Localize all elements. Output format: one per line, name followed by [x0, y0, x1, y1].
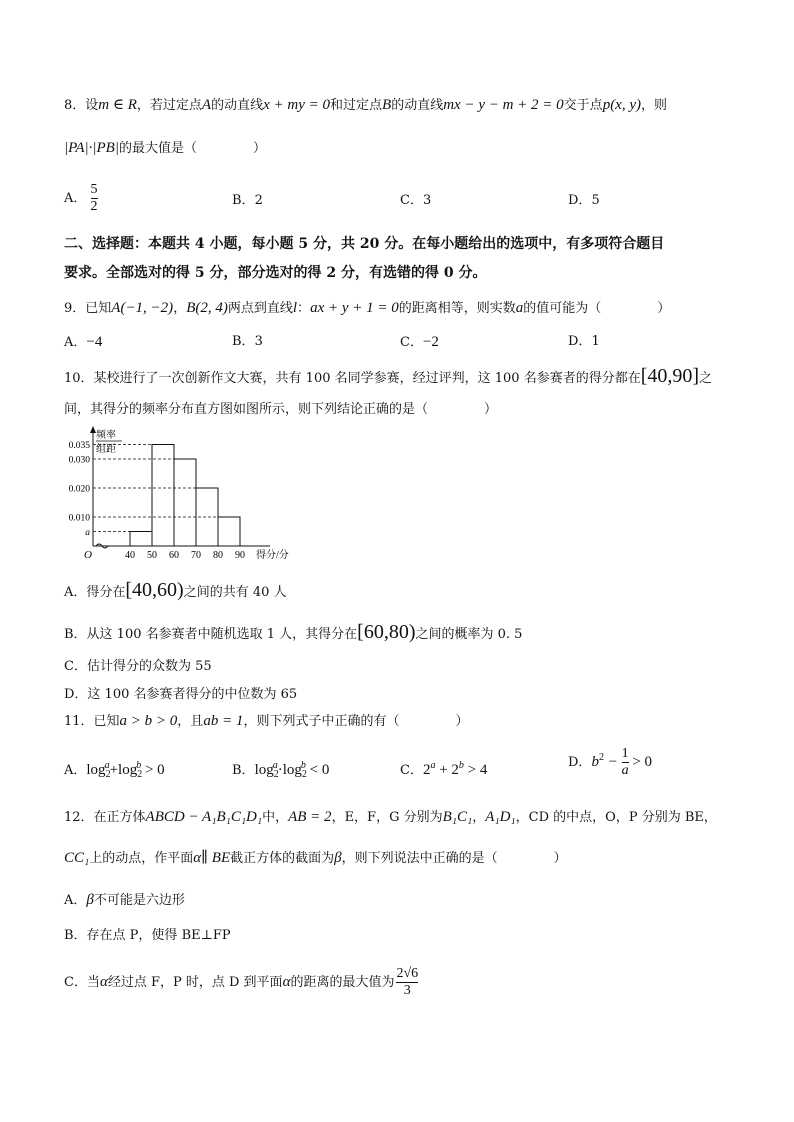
y-tick-label: 0.020: [68, 484, 90, 495]
q9-option-d[interactable]: D．1: [568, 334, 600, 349]
fraction: $\frac{1}{a}$: [621, 746, 629, 778]
x-tick-label: 50: [147, 550, 157, 561]
q10-option-b[interactable]: B．从这 100 名参赛者中随机选取 1 人，其得分在[60,80)之间的概率为 0. 5: [64, 621, 523, 643]
q11-option-a[interactable]: A．$\log_2^a+\log_2^b > 0$: [64, 760, 165, 780]
q8-option-b[interactable]: B．2: [232, 193, 263, 208]
y-tick-label: 0.010: [68, 513, 90, 524]
fraction: $\frac{2√6}{3}$: [396, 966, 419, 998]
q10-stem-line2: 间，其得分的频率分布直方图如图所示，则下列结论正确的是（ ）: [64, 402, 498, 417]
histogram-bars: [130, 445, 240, 547]
q8-stem-line1: 8．设m ∈ R，若过定点A的动直线x + my = 0和过定点B的动直线mx − y − m + 2 = 0交于点p(x, y)，则: [64, 97, 668, 113]
histogram-bar: [130, 532, 152, 547]
x-tick-label: 60: [169, 550, 179, 561]
x-tick-labels: [125, 550, 245, 561]
y-tick-label: 0.035: [68, 441, 90, 451]
q10-stem-line1: 10．某校进行了一次创新作文大赛，共有 100 名同学参赛，经过评判，这 100 名参赛者的得分都在[40,90]之: [64, 365, 713, 387]
y-tick-labels: [69, 441, 91, 538]
x-tick-label: 80: [213, 550, 223, 561]
q11-option-d[interactable]: D．$b^2$ − $\frac{1}{a}$ > 0: [568, 746, 653, 778]
y-axis-label-numerator: 频率: [96, 430, 116, 441]
q9-option-b[interactable]: B．3: [232, 334, 263, 349]
q12-option-b[interactable]: B．存在点 P，使得 BE⊥FP: [64, 928, 231, 943]
q12-option-c[interactable]: C．当α经过点 F，P 时，点 D 到平面α的距离的最大值为 $\frac{2√6}{3}$: [64, 966, 419, 998]
origin-label: O: [84, 549, 92, 561]
q12-stem-line2: CC₁上的动点，作平面α∥ BE截正方体的截面为β，则下列说法中正确的是（ ）: [64, 850, 567, 866]
x-tick-label: 70: [191, 550, 201, 561]
fraction: $\frac{5}{2}$: [90, 182, 98, 214]
q9-stem: 9．已知A(−1, −2)，B(2, 4)两点到直线l：ax + y + 1 = 0的距离相等，则实数a的值可能为（ ）: [64, 300, 671, 316]
frequency-histogram: [60, 424, 300, 564]
q11-stem: 11．已知a > b > 0，且ab = 1，则下列式子中正确的有（ ）: [64, 713, 469, 729]
histogram-bar: [174, 459, 196, 546]
q8-option-c[interactable]: C．3: [400, 193, 432, 208]
q12-option-a[interactable]: A．β不可能是六边形: [64, 892, 185, 908]
section-2-header-line1: 二、选择题：本题共 4 小题，每小题 5 分，共 20 分。在每小题给出的选项中，有多项符合题目: [64, 236, 665, 252]
section-2-header-line2: 要求。全部选对的得 5 分，部分选对的得 2 分，有选错的得 0 分。: [64, 265, 487, 281]
x-axis-label: 得分/分: [256, 550, 289, 561]
histogram-bar: [152, 445, 174, 547]
histogram-bar: [218, 517, 240, 546]
q9-option-a[interactable]: A．−4: [64, 334, 103, 350]
y-tick-label: 0.030: [68, 455, 90, 466]
q10-option-d[interactable]: D．这 100 名参赛者得分的中位数为 65: [64, 687, 298, 702]
q8-option-d[interactable]: D．5: [568, 193, 600, 208]
y-axis-label-denominator: 组距: [96, 444, 116, 455]
q11-option-c[interactable]: C．$2^a + 2^b > 4$: [400, 760, 488, 778]
q8-option-a[interactable]: A． $\frac{5}{2}$: [64, 182, 98, 214]
q10-option-a[interactable]: A．得分在[40,60)之间的共有 40 人: [64, 579, 287, 601]
y-tick-label: a: [85, 528, 90, 538]
q8-stem-line2: |PA|·|PB|的最大值是（ ）: [64, 140, 266, 156]
x-tick-label: 90: [235, 550, 245, 561]
x-tick-label: 40: [125, 550, 135, 561]
q11-option-b[interactable]: B．$\log_2^a\cdot\log_2^b < 0$: [232, 760, 330, 780]
q12-stem-line1: 12．在正方体ABCD − A₁B₁C₁D₁中，AB = 2，E，F，G 分别为B₁C₁，A₁D₁，CD 的中点，O，P 分别为 BE，: [64, 809, 717, 825]
q9-option-c[interactable]: C．−2: [400, 334, 439, 350]
q10-option-c[interactable]: C．估计得分的众数为 55: [64, 659, 212, 674]
